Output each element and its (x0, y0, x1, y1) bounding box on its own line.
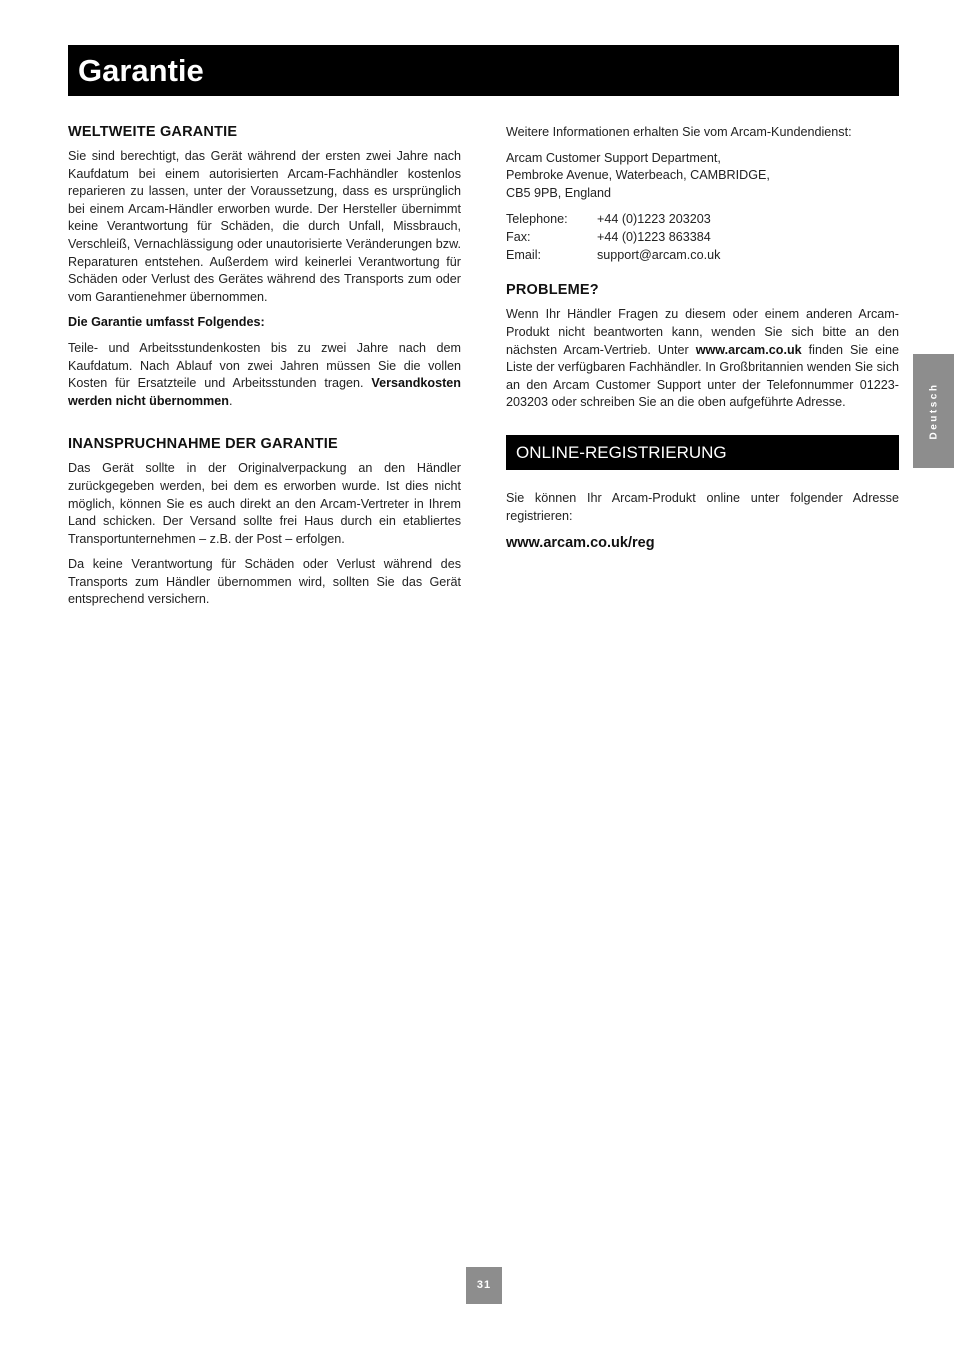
warranty-claims-para-2: Da keine Verantwortung für Schäden oder Verlust während des Transports zum Händler übernommen wird, sollten Sie das Gerät entsprechend versichern. (68, 557, 461, 607)
problems-heading: PROBLEME? (506, 282, 599, 299)
contact-value: support@arcam.co.uk (597, 248, 721, 263)
problems-body (506, 306, 899, 412)
contact-row-telephone (506, 210, 720, 228)
contact-value: +44 (0)1223 863384 (597, 230, 711, 245)
contact-table (506, 210, 720, 264)
support-address (506, 150, 899, 203)
coverage-body (68, 340, 461, 410)
coverage-end: . (228, 393, 233, 408)
problems-text-b: finden Sie eine Liste der verfügbaren Fachhändler. In Großbritannien wenden Sie sich an den Arcam Customer Support unter der Telefonnummer 01223-203203 oder schreiben Sie an die oben aufgeführte Adresse. (506, 342, 899, 410)
warranty-claims-heading: INANSPRUCHNAHME DER GARANTIE (68, 436, 338, 453)
language-tab (913, 354, 954, 468)
contact-label: Email: (506, 248, 541, 263)
left-column (68, 124, 461, 617)
online-registration-heading: ONLINE-REGISTRIERUNG (506, 435, 899, 470)
worldwide-warranty-body: Sie sind berechtigt, das Gerät während der ersten zwei Jahre nach Kaufdatum bei einem autorisierten Arcam-Fachhändler kostenlos reparieren zu lassen, unter der Voraussetzung, dass es ursprünglich bei einem Arcam-Händler erworben wurde. Der Hersteller übernimmt keine Verantwortung für Schäden, die durch Unfall, Missbrauch, Verschleiß, Vernachlässigung oder unautorisierte Veränderungen bzw. Reparaturen entstehen. Außerdem wird keinerlei Verantwortung für Schäden oder Verlust des Gerätes während des Transports zum oder vom Garantienehmer übernommen. (68, 149, 461, 304)
contact-row-email (506, 246, 720, 264)
coverage-text: Teile- und Arbeitsstundenkosten bis zu zwei Jahre nach dem Kaufdatum. Nach Ablauf von zwei Jahren müssen Sie die vollen Kosten für Ersatzteile und Arbeitsstunden tragen. (68, 340, 461, 391)
address-line: Arcam Customer Support Department, (506, 150, 721, 165)
page-title: Garantie (68, 45, 899, 96)
worldwide-warranty-heading: WELTWEITE GARANTIE (68, 124, 238, 140)
shipping-not-covered-note: Versandkosten werden nicht übernommen (68, 376, 461, 408)
address-line: Pembroke Avenue, Waterbeach, CAMBRIDGE, (506, 168, 770, 183)
arcam-website-link[interactable]: www.arcam.co.uk (695, 342, 802, 357)
language-tab-label: Deutsch (928, 382, 939, 440)
contact-label: Telephone: (506, 212, 568, 227)
warranty-claims-para-1: Das Gerät sollte in der Originalverpackung an den Händler zurückgegeben werden, bei dem es erworben wurde. Ist dies nicht möglich, können Sie es auch direkt an den Arcam-Vertreter in Ihrem Land schicken. Der Versand sollte frei Haus durch ein etabliertes Transportunternehmen – z.B. der Post – erfolgen. (68, 461, 461, 546)
address-line: CB5 9PB, England (506, 185, 612, 200)
page-number: 31 (466, 1267, 502, 1304)
support-intro: Weitere Informationen erhalten Sie vom Arcam-Kundendienst: (506, 125, 852, 139)
contact-label: Fax: (506, 230, 531, 245)
contact-value: +44 (0)1223 203203 (597, 212, 711, 227)
coverage-subheading: Die Garantie umfasst Folgendes: (68, 315, 265, 330)
problems-text-a: Wenn Ihr Händler Fragen zu diesem oder einem anderen Arcam-Produkt nicht beantworten kann, wenden Sie sich bitte an den nächsten Arcam-Vertrieb. Unter (506, 307, 899, 357)
contact-row-fax (506, 228, 720, 246)
right-column (506, 124, 899, 551)
registration-link[interactable]: www.arcam.co.uk/reg (506, 535, 655, 552)
online-registration-text: Sie können Ihr Arcam-Produkt online unter folgender Adresse registrieren: (506, 490, 899, 523)
